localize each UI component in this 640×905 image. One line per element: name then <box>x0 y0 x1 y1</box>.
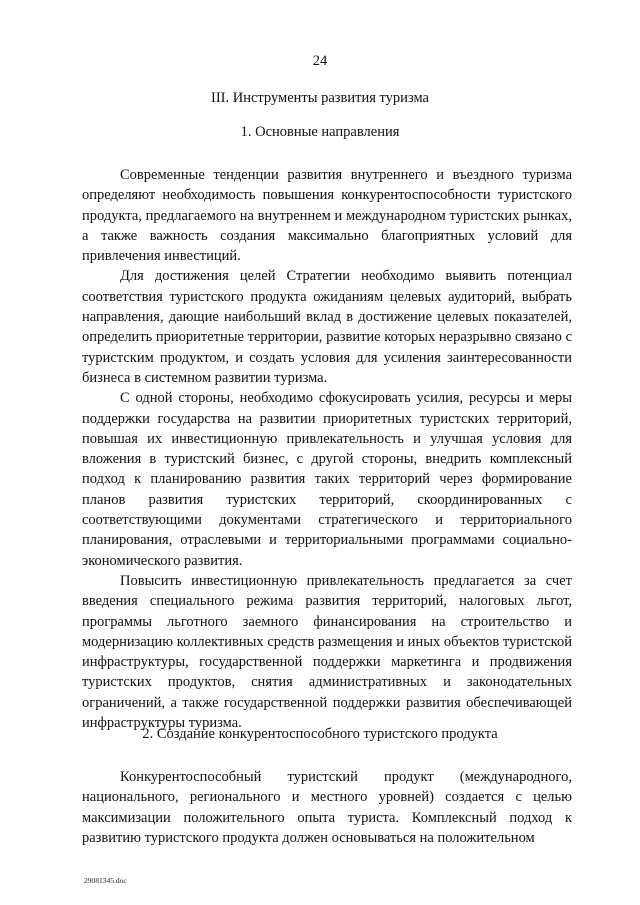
section-title: III. Инструменты развития туризма <box>211 90 429 106</box>
subsection-title-main-directions: 1. Основные направления <box>240 124 400 140</box>
paragraph: Современные тенденции развития внутреннего и въездного туризма определяют необходимость повышения конкурентоспособности туристского продукта, предлагаемого на внутреннем и международном туристских рынках, а также важность создания максимально благоприятных условий для привлечения инвестиций. <box>82 167 572 265</box>
subsection-2-body <box>82 767 572 848</box>
paragraph: Для достижения целей Стратегии необходимо выявить потенциал соответствия туристского продукта ожиданиям целевых аудиторий, выбрать направления, дающие наибольший вклад в достижение целевых показателей, определить приоритетные территории, развитие которых неразрывно связано с туристским продуктом, и создать условия для усиления заинтересованности бизнеса в системном развитии туризма. <box>82 268 572 386</box>
subsection-title-competitive-product: 2. Создание конкурентоспособного туристского продукта <box>142 726 498 742</box>
paragraph: Повысить инвестиционную привлекательность предлагается за счет введения специального режима развития территорий, налоговых льгот, программы льготного заемного финансирования на строительство и модернизацию коллективных средств размещения и иных объектов туристской инфраструктуры, государственной поддержки маркетинга и продвижения туристских продуктов, снятия административных и законодательных ограничений, а также государственной поддержки развития обеспечивающей инфраструктуры туризма. <box>82 572 572 732</box>
footer-filename: 29081345.doc <box>84 876 127 885</box>
paragraph: Конкурентоспособный туристский продукт (международного, национального, регионального и местного уровней) создается с целью максимизации положительного опыта туриста. Комплексный подход к развитию туристского продукта должен основываться на положительном <box>82 769 572 846</box>
subsection-1-body <box>82 165 572 733</box>
page-number: 24 <box>312 53 328 69</box>
paragraph: С одной стороны, необходимо сфокусировать усилия, ресурсы и меры поддержки государства на развитии приоритетных туристских территорий, повышая их инвестиционную привлекательность и улучшая условия для вложения в туристский бизнес, с другой стороны, внедрить комплексный подход к планированию развития таких территорий через формирование планов развития туристских территорий, скоординированных с соответствующими документами стратегического и территориального планирования, отраслевыми и территориальными программами социально-экономического развития. <box>82 390 572 569</box>
